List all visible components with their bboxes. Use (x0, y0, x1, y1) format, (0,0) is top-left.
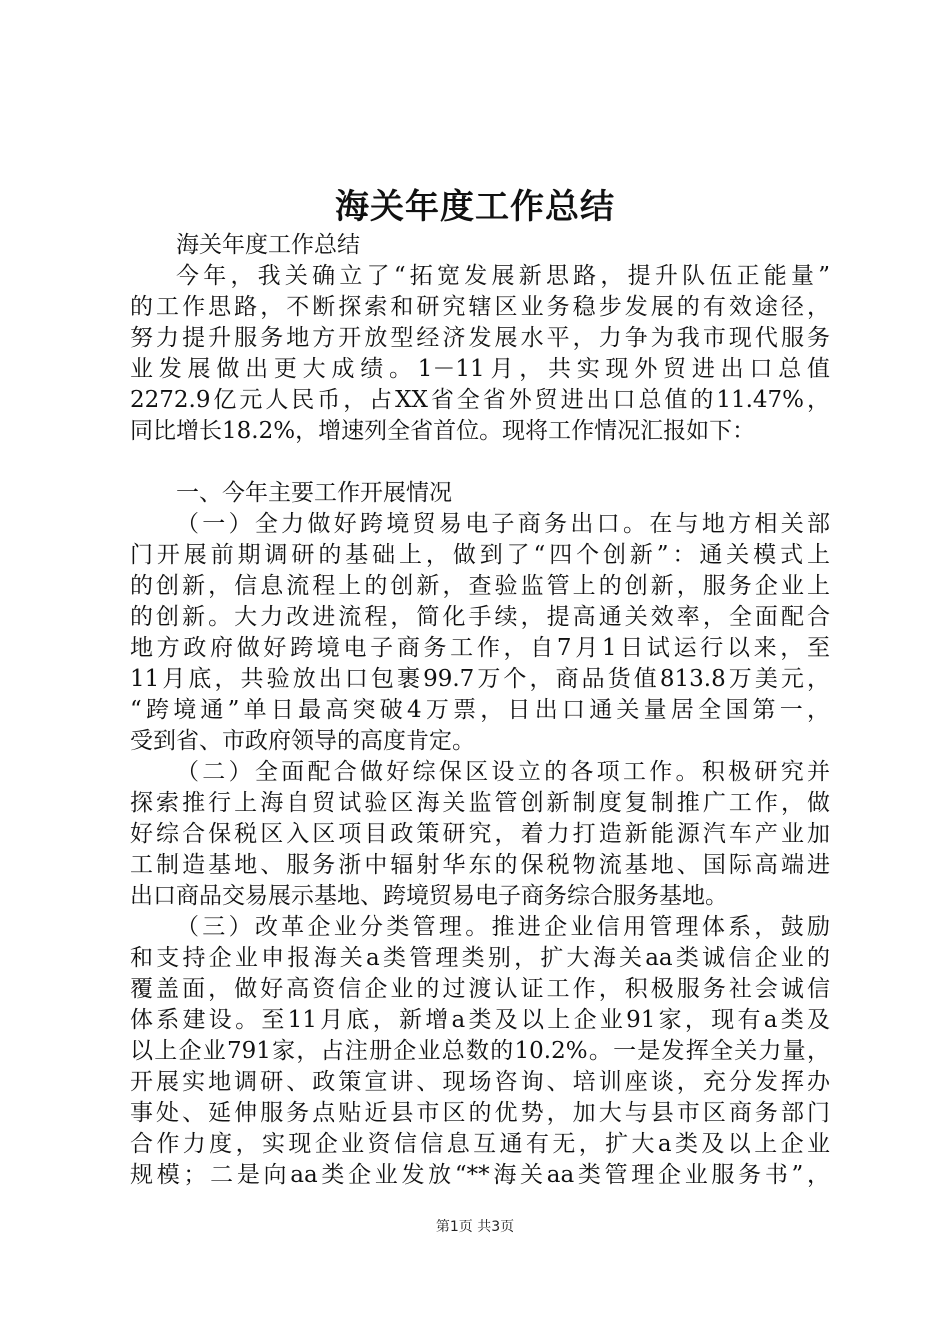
paragraph-line: 覆盖面，做好高资信企业的过渡认证工作，积极服务社会诚信 (130, 976, 830, 1002)
paragraph-line: 2272.9亿元人民币，占XX省全省外贸进出口总值的11.47%， (130, 387, 830, 413)
paragraph-line: “跨境通”单日最高突破4万票，日出口通关量居全国第一， (130, 697, 830, 723)
section-heading: 一、今年主要工作开展情况 (176, 480, 452, 506)
paragraph-line: （二）全面配合做好综保区设立的各项工作。积极研究并 (176, 759, 830, 785)
paragraph-line: 的工作思路，不断探索和研究辖区业务稳步发展的有效途径， (130, 294, 830, 320)
paragraph-gap (130, 447, 830, 478)
paragraph-line: 出口商品交易展示基地、跨境贸易电子商务综合服务基地。 (130, 883, 728, 909)
subtitle-line: 海关年度工作总结 (176, 232, 360, 258)
document-title: 海关年度工作总结 (335, 187, 615, 227)
paragraph-line: 开展实地调研、政策宣讲、现场咨询、培训座谈，充分发挥办 (130, 1069, 830, 1095)
paragraph-line: 受到省、市政府领导的高度肯定。 (130, 728, 475, 754)
paragraph-line: （一）全力做好跨境贸易电子商务出口。在与地方相关部 (176, 511, 830, 537)
paragraph-line: 以上企业791家，占注册企业总数的10.2%。一是发挥全关力量， (130, 1038, 830, 1064)
paragraph-line: 努力提升服务地方开放型经济发展水平，力争为我市现代服务 (130, 325, 830, 351)
document-body (130, 230, 830, 1191)
paragraph-line: 地方政府做好跨境电子商务工作，自7月1日试运行以来，至 (130, 635, 830, 661)
paragraph-line: 门开展前期调研的基础上，做到了“四个创新”：通关模式上 (130, 542, 830, 568)
paragraph-line: 的创新。大力改进流程，简化手续，提高通关效率，全面配合 (130, 604, 830, 630)
page-number-footer: 第1页 共3页 (435, 1219, 515, 1235)
paragraph-line: 体系建设。至11月底，新增a类及以上企业91家，现有a类及 (130, 1007, 830, 1033)
paragraph-line: 和支持企业申报海关a类管理类别，扩大海关aa类诚信企业的 (130, 945, 830, 971)
paragraph-line: （三）改革企业分类管理。推进企业信用管理体系，鼓励 (176, 914, 830, 940)
paragraph-line: 事处、延伸服务点贴近县市区的优势，加大与县市区商务部门 (130, 1100, 830, 1126)
paragraph-line: 好综合保税区入区项目政策研究，着力打造新能源汽车产业加 (130, 821, 830, 847)
paragraph-line: 同比增长18.2%，增速列全省首位。现将工作情况汇报如下： (130, 418, 756, 444)
paragraph-line: 合作力度，实现企业资信信息互通有无，扩大a类及以上企业 (130, 1131, 830, 1157)
paragraph-line: 业发展做出更大成绩。1－11月，共实现外贸进出口总值 (130, 356, 830, 382)
paragraph-line: 探索推行上海自贸试验区海关监管创新制度复制推广工作，做 (130, 790, 830, 816)
paragraph-line: 今年，我关确立了“拓宽发展新思路，提升队伍正能量” (176, 263, 830, 289)
paragraph-line: 11月底，共验放出口包裹99.7万个，商品货值813.8万美元， (130, 666, 830, 692)
paragraph-line: 规模；二是向aa类企业发放“**海关aa类管理企业服务书”， (130, 1162, 830, 1188)
paragraph-line: 工制造基地、服务浙中辐射华东的保税物流基地、国际高端进 (130, 852, 830, 878)
paragraph-line: 的创新，信息流程上的创新，查验监管上的创新，服务企业上 (130, 573, 830, 599)
